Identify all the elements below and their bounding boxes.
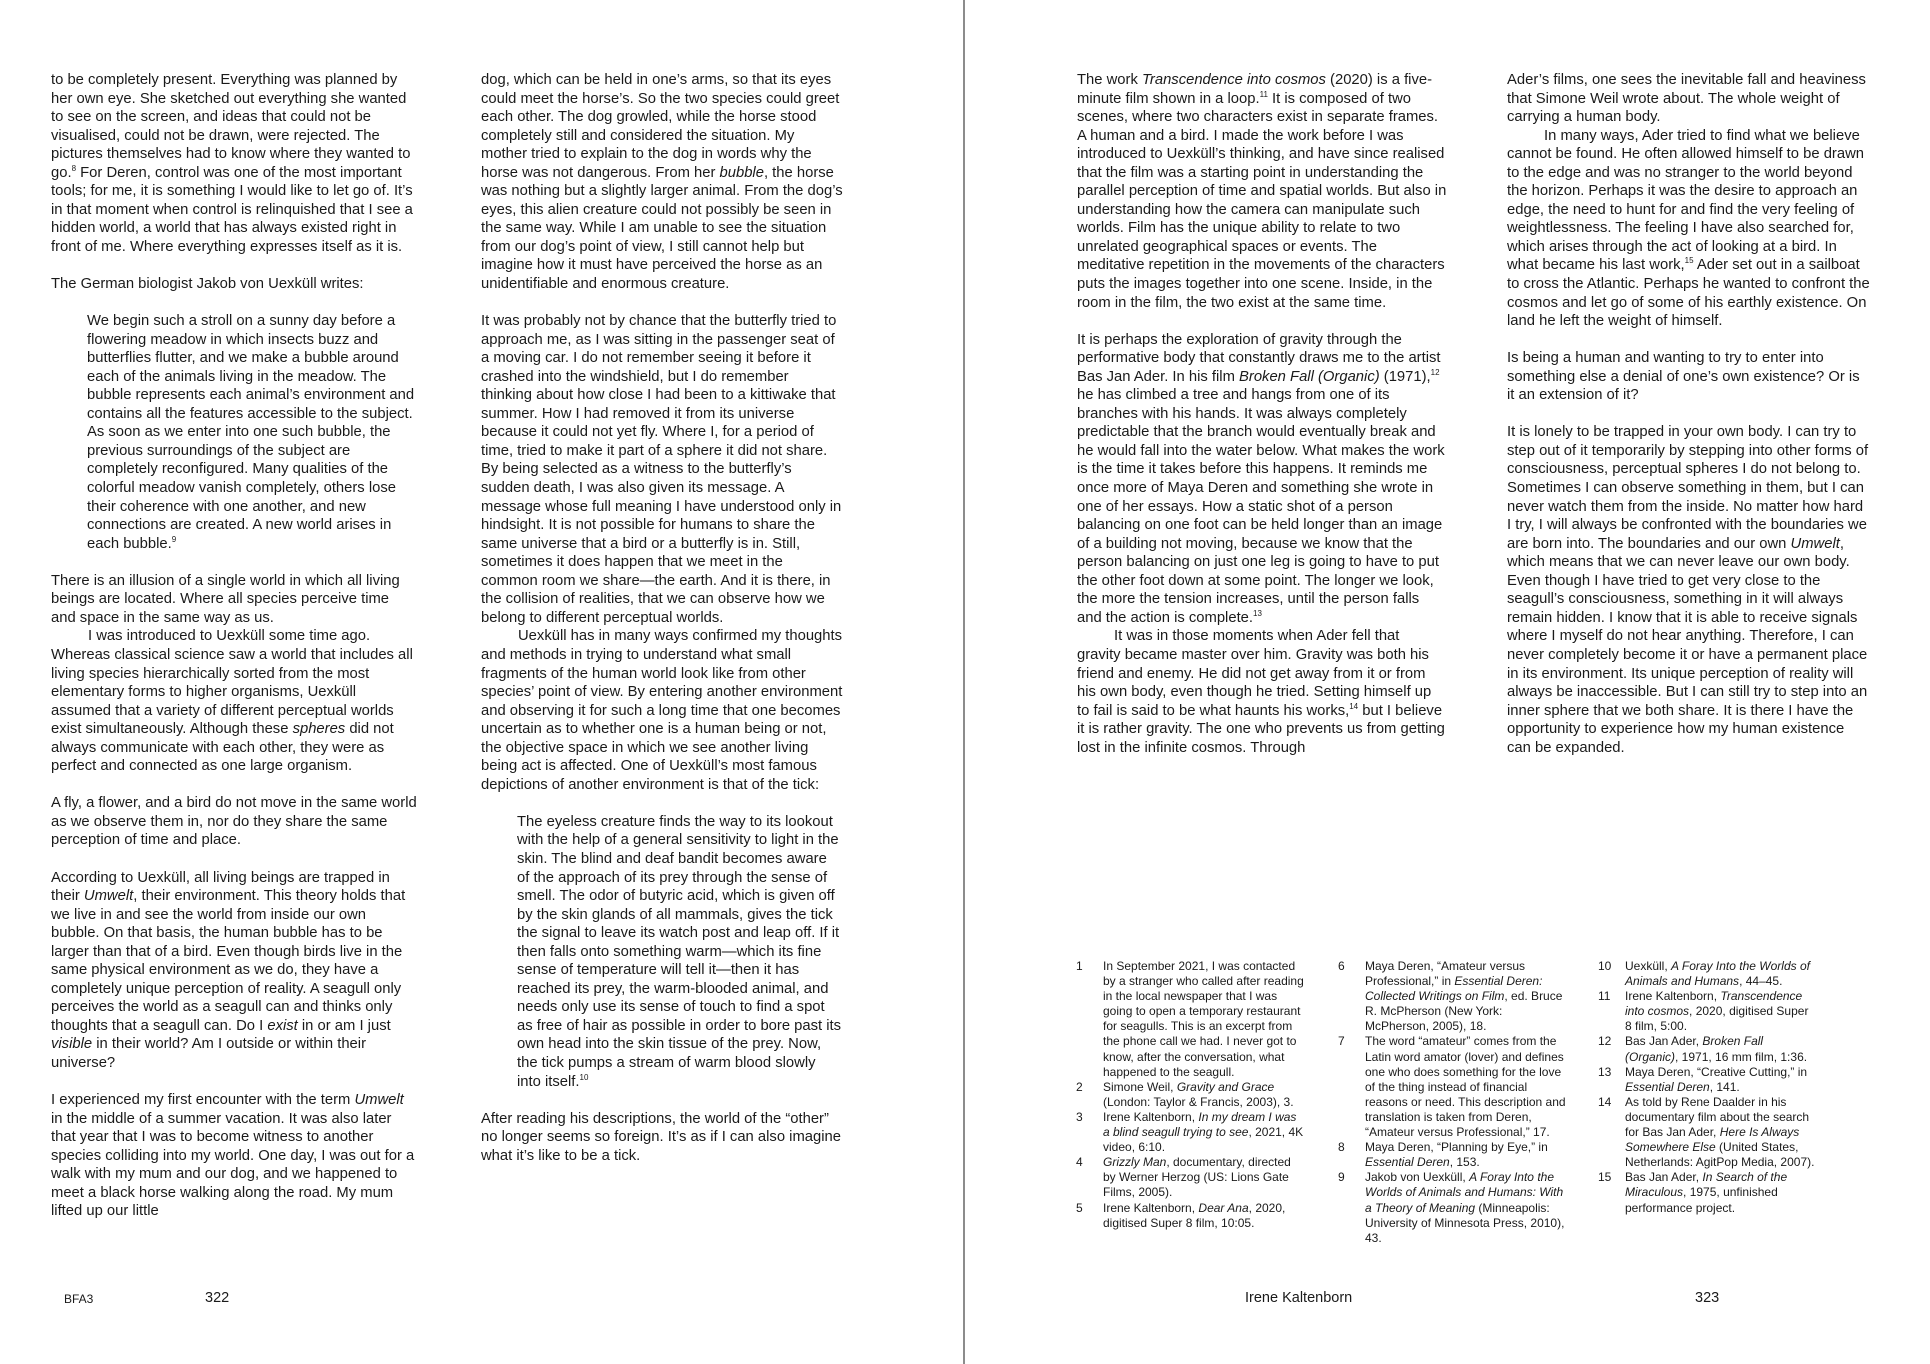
paragraph: There is an illusion of a single world in which all living beings are located. Where all species perceive time and space in the same way as us. bbox=[51, 572, 400, 626]
paragraph: After reading his descriptions, the world of the “other” no longer seems so foreign. It’s as if I can also imagine what it’s like to be a tick. bbox=[481, 1110, 841, 1164]
footnote: 3 Irene Kaltenborn, In my dream I was a blind seagull trying to see, 2021, 4K video, 6:10. bbox=[1076, 1109, 1304, 1155]
footnote: 11 Irene Kaltenborn, Transcendence into cosmos, 2020, digitised Super 8 film, 5:00. bbox=[1598, 989, 1809, 1034]
footnote: 13 Maya Deren, “Creative Cutting,” in Essential Deren, 141. bbox=[1598, 1064, 1808, 1094]
paragraph: It is perhaps the exploration of gravity through the performative body that constantly draws me to the artist Bas Jan Ader. In his film Broken Fall (Organic) (1971),$^{12}$ he has climbed a tree and hangs from one of its branches with his hands. It was always completely predictable that the branch would eventually break and he would fall into the water below. What makes the work is the time it takes before this happens. It reminds me once more of Maya Deren and something she wrote in one of her essays. How a static shot of a person balancing on one foot can be held longer than an image of a building not moving, because we know that the person balancing on just one leg is going to have to put the other foot down at some point. The longer we look, the more the tension increases, until the person falls and the action is complete.$^{13}$ bbox=[1077, 331, 1445, 626]
block-quote: We begin such a stroll on a sunny day before a flowering meadow in which insects buzz and butterflies flutter, and we make a bubble around each of the animals living in the meadow. The bubble represents each animal’s environment and contains all the features accessible to the subject. As soon as we enter into one such bubble, the previous surroundings of the subject are completely reconfigured. Many qualities of the colorful meadow vanish completely, others lose their coherence with one another, and new connections are created. A new world arises in each bubble.$^9$ bbox=[87, 313, 415, 552]
footnote: 12 Bas Jan Ader, Broken Fall (Organic), 1971, 16 mm film, 1:36. bbox=[1598, 1034, 1808, 1064]
footnote: 6 Maya Deren, “Amateur versus Professional,” in Essential Deren: Collected Writings on Film, ed. Bruce R. McPherson (New York: McPherson, 2005), 18. bbox=[1338, 959, 1563, 1034]
page-number: 322 bbox=[205, 1290, 230, 1306]
footnotes-column-1 bbox=[1076, 959, 1306, 1231]
paragraph: According to Uexküll, all living beings are trapped in their Umwelt, their environment. This theory holds that we live in and see the world from inside our own bubble. On that basis, the human bubble has to be larger than that of a bird. Even though birds live in the same physical environment as we do, they have a completely unique perception of reality. A seagull only perceives the world as a seagull can and thinks only thoughts that a seagull can. Do I exist in or am I just visible in their world? Am I outside or within their universe? bbox=[51, 869, 406, 1071]
paragraph: In many ways, Ader tried to find what we believe cannot be found. He often allowed himself to be drawn to the edge and was no stranger to the world beyond the horizon. Perhaps it was the desire to approach an edge, the need to hunt for and find the very feeling of weightlessness. The feeling I have also searched for, which arises through the act of looking at a bird. In what became his last work,$^{15}$ Ader set out in a sailboat to cross the Atlantic. Perhaps he wanted to confront the cosmos and let go of some of his earthly existence. On land he left the weight of himself. bbox=[1507, 127, 1870, 330]
left-column-2 bbox=[481, 71, 843, 1165]
paragraph: It was probably not by chance that the butterfly tried to approach me, as I was sitting in the passenger seat of a moving car. I do not remember seeing it before it crashed into the windshield, but I do remember thinking about how close I had been to a kittiwake that summer. How I had removed it from its universe because it could not yet fly. Where I, for a period of time, tried to make it part of a sphere it did not share. By being selected as a witness to the butterfly’s sudden death, I was also given its message. A message whose full meaning I have understood only in hindsight. It is not possible for humans to share the same universe that a bird or a butterfly is in. Still, sometimes it does happen that we meet in the common room we share—the earth. And it is there, in the collision of realities, that we can observe how we belong to different perceptual worlds. bbox=[481, 313, 842, 626]
footnote: 4 Grizzly Man, documentary, directed by Werner Herzog (US: Lions Gate Films, 2005). bbox=[1076, 1155, 1291, 1200]
left-column-1 bbox=[51, 71, 417, 1221]
footnote: 8 Maya Deren, “Planning by Eye,” in Essential Deren, 153. bbox=[1338, 1140, 1548, 1170]
paragraph: Ader’s films, one sees the inevitable fall and heaviness that Simone Weil wrote about. The whole weight of carrying a human body. bbox=[1507, 72, 1866, 126]
footnote: 2 Simone Weil, Gravity and Grace (London: Taylor & Francis, 2003), 3. bbox=[1076, 1079, 1294, 1109]
left-page bbox=[0, 0, 963, 1364]
paragraph: It is lonely to be trapped in your own body. I can try to step out of it temporarily by stepping into other forms of consciousness, perceptual spheres I do not belong to. Sometimes I can observe something in them, but I can never watch them from the inside. No matter how hard I try, I will always be confronted with the boundaries we are born into. The boundaries and our own Umwelt, which means that we can never leave our own body. Even though I have tried to get very close to the seagull’s consciousness, something in it will always remain hidden. I know that it is able to receive signals where I myself do not hear anything. Therefore, I can never completely become it or have a permanent place in its environment. Its unique perception of reality will always be inaccessible. But I can still try to step into an inner sphere that we both share. It is there I have the opportunity to experience how my human existence can be expanded. bbox=[1507, 424, 1869, 756]
footnote: 9 Jakob von Uexküll, A Foray Into the Worlds of Animals and Humans: With a Theory of Meaning (Minneapolis: University of Minnesota Press, 2010), 43. bbox=[1338, 1170, 1565, 1245]
block-quote: The eyeless creature finds the way to its lookout with the help of a general sensitivity to light in the skin. The blind and deaf bandit becomes aware of the approach of its prey through the sense of smell. The odor of butyric acid, which is given off by the skin glands of all mammals, gives the tick the signal to leave its watch post and leap off. If it then falls onto something warm—which its fine sense of temperature will tell it—then it has reached its prey, the warm-blooded animal, and needs only use its sense of touch to find a spot as free of hair as possible in order to bore past its own head into the skin tissue of the prey. Now, the tick pumps a stream of warm blood slowly into itself.$^{10}$ bbox=[517, 813, 842, 1090]
paragraph: Is being a human and wanting to try to enter into something else a denial of one’s own existence? Or is it an extension of it? bbox=[1507, 350, 1860, 404]
paragraph: dog, which can be held in one’s arms, so that its eyes could meet the horse’s. So the two species could greet each other. The dog growled, while the horse stood completely still and considered the situation. My mother tried to explain to the dog in words why the horse was not dangerous. From her bubble, the horse was nothing but a slightly larger animal. From the dog’s eyes, this alien creature could not possibly be seen in the same way. While I am unable to see the situation from our dog’s point of view, I still cannot help but imagine how it must have perceived the horse as an unidentifiable and enormous creature. bbox=[481, 72, 843, 293]
footnote: 1 In September 2021, I was contacted by a stranger who called after reading in the local newspaper that I was going to open a temporary restaurant for seagulls. This is an excerpt from the phone call we had. I never got to know, after the conversation, what happened to the seagull. bbox=[1076, 959, 1304, 1079]
paragraph: The work Transcendence into cosmos (2020) is a five-minute film shown in a loop.$^{11}$ It is composed of two scenes, where two characters exist in separate frames. A human and a bird. I made the work before I was introduced to Uexküll’s thinking, and have since realised that the film was a starting point in understanding the parallel perception of time and spatial worlds. But also in understanding how the camera can manipulate such worlds. Film has the unique ability to relate to two unrelated geographical spaces or events. The meditative repetition in the movements of the characters puts the images together into one scene. Inside, in the room in the film, the two exist at the same time. bbox=[1077, 72, 1447, 311]
right-page bbox=[965, 0, 1930, 1364]
right-column-1 bbox=[1077, 71, 1447, 757]
page-number: 323 bbox=[1695, 1290, 1720, 1306]
footnote: 10 Uexküll, A Foray Into the Worlds of Animals and Humans, 44–45. bbox=[1598, 959, 1810, 989]
paragraph: I experienced my first encounter with the term Umwelt in the middle of a summer vacation. It was also later that year that I was to become witness to another species colliding into my world. One day, I was out for a walk with my mum and our dog, and we happened to meet a black horse walking along the road. My mum lifted up our little bbox=[51, 1092, 415, 1220]
footnote: 14 As told by Rene Daalder in his documentary film about the search for Bas Jan Ader, Here Is Always Somewhere Else (United States, Netherlands: AgitPop Media, 2007). bbox=[1598, 1094, 1815, 1170]
paragraph: It was in those moments when Ader fell that gravity became master over him. Gravity was both his friend and enemy. He did not get away from it or from his own body, even though he tried. Setting himself up to fail is said to be what haunts his works,$^{14}$ but I believe it is rather gravity. The one who prevents us from getting lost in the infinite cosmos. Through bbox=[1077, 628, 1445, 756]
footnote: 15 Bas Jan Ader, In Search of the Miraculous, 1975, unfinished performance project. bbox=[1598, 1170, 1788, 1215]
running-head-author: Irene Kaltenborn bbox=[1245, 1290, 1353, 1306]
right-column-2 bbox=[1507, 71, 1871, 757]
footnotes-column-3 bbox=[1598, 959, 1816, 1216]
paragraph: A fly, a flower, and a bird do not move in the same world as we observe them in, nor do they share the same perception of time and place. bbox=[51, 795, 417, 849]
paragraph: The German biologist Jakob von Uexküll writes: bbox=[51, 276, 364, 293]
footnotes-column-2 bbox=[1338, 959, 1567, 1246]
footnote: 7 The word “amateur” comes from the Latin word amator (lover) and defines one who does something for the love of the thing instead of financial reasons or need. This description and translation is taken from Deren, “Amateur versus Professional,” 17. bbox=[1338, 1034, 1566, 1140]
paragraph: I was introduced to Uexküll some time ago. Whereas classical science saw a world that includes all living species hierarchically sorted from the most elementary forms to higher organisms, Uexküll assumed that a variety of different perceptual worlds exist simultaneously. Although these spheres did not always communicate with each other, they were as perfect and connected as one large organism. bbox=[51, 628, 413, 775]
footnote: 5 Irene Kaltenborn, Dear Ana, 2020, digitised Super 8 film, 10:05. bbox=[1076, 1200, 1286, 1230]
paragraph: Uexküll has in many ways confirmed my thoughts and methods in trying to understand what small fragments of the human world look like from other species’ point of view. By entering another environment and observing it for such a long time that one becomes uncertain as to whether one is a human being or not, the objective space in which we see another living being act is affected. One of Uexküll’s most famous depictions of another environment is that of the tick: bbox=[481, 628, 843, 793]
paragraph: to be completely present. Everything was planned by her own eye. She sketched out everything she wanted to see on the screen, and ideas that could not be visualised, could not be drawn, were rejected. The pictures themselves had to know where they wanted to go.$^8$ For Deren, control was one of the most important tools; for me, it is something I would like to let go of. It’s in that moment when control is relinquished that I see a hidden world, a world that has always existed right in front of me. Where everything expresses itself as it is. bbox=[51, 72, 413, 255]
folio-label: BFA3 bbox=[64, 1292, 94, 1306]
